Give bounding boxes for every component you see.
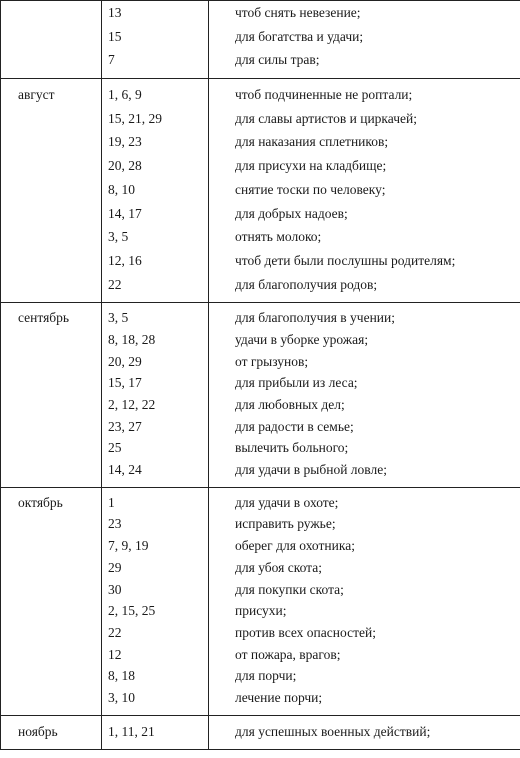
days-item: 15, 17 [108,375,142,391]
month-label: ноябрь [18,723,58,739]
purpose-item: вылечить больного; [235,440,349,456]
purpose-cell [209,83,520,296]
days-cell [102,1,209,73]
days-item: 2, 15, 25 [108,603,156,619]
days-item: 15, 21, 29 [108,110,162,126]
days-item: 3, 10 [108,689,135,705]
purpose-item: отнять молоко; [235,229,322,245]
month-block [1,487,520,715]
month-block [1,715,520,750]
month-label: октябрь [18,494,63,510]
days-item: 8, 18 [108,668,135,684]
days-item: 15 [108,28,122,44]
purpose-cell [209,720,520,744]
purpose-item: удачи в уборке урожая; [235,331,369,347]
table-row [1,492,520,709]
days-item: 20, 28 [108,158,142,174]
days-item: 14, 24 [108,462,142,478]
purpose-item: для убоя скота; [235,559,322,575]
purpose-item: для присухи на кладбище; [235,158,387,174]
purpose-item: от пожара, врагов; [235,646,341,662]
month-label: сентябрь [18,310,70,326]
days-item: 23 [108,516,122,532]
purpose-item: для силы трав; [235,52,320,68]
purpose-cell [209,1,520,73]
days-item: 22 [108,624,122,640]
month-cell [1,307,102,481]
month-cell [1,720,102,744]
days-cell [102,83,209,296]
days-item: 7 [108,52,115,68]
days-item: 14, 17 [108,205,142,221]
days-item: 8, 10 [108,181,135,197]
month-cell [1,83,102,296]
purpose-item: от грызунов; [235,353,309,369]
days-item: 29 [108,559,122,575]
days-item: 12, 16 [108,252,142,268]
days-item: 20, 29 [108,353,142,369]
days-item: 2, 12, 22 [108,397,156,412]
table-row [1,720,520,744]
purpose-item: для радости в семье; [235,418,354,434]
days-item: 19, 23 [108,134,142,150]
purpose-item: для удачи в охоте; [235,494,339,510]
days-item: 8, 18, 28 [108,331,156,347]
days-item: 22 [108,276,122,292]
days-item: 1, 6, 9 [108,87,142,103]
month-cell [1,1,102,73]
days-item: 12 [108,646,122,662]
purpose-item: для любовных дел; [235,397,345,412]
purpose-item: чтоб дети были послушны родителям; [235,252,456,268]
purpose-item: чтоб подчиненные не роптали; [235,87,413,103]
purpose-item: для добрых надоев; [235,205,348,221]
days-item: 1 [108,494,115,510]
purpose-item: для покупки скота; [235,581,344,597]
purpose-item: для порчи; [235,668,297,684]
table-row [1,307,520,481]
month-label: август [18,87,55,103]
days-item: 30 [108,581,122,597]
purpose-item: оберег для охотника; [235,538,355,554]
purpose-item: лечение порчи; [235,689,323,705]
purpose-item: снятие тоски по человеку; [235,181,386,197]
purpose-item: для успешных военных действий; [235,723,431,739]
days-item: 1, 11, 21 [108,723,155,739]
days-item: 7, 9, 19 [108,538,149,554]
purpose-item: для удачи в рыбной ловле; [235,462,387,478]
days-item: 23, 27 [108,418,142,434]
month-block [1,79,520,303]
table-row [1,83,520,296]
purpose-item: чтоб снять невезение; [235,5,361,20]
purpose-item: для наказания сплетников; [235,134,389,150]
days-item: 25 [108,440,122,456]
days-item: 13 [108,5,122,20]
table-row [1,1,520,73]
days-cell [102,307,209,481]
month-block [1,303,520,488]
days-cell [102,720,209,744]
days-item: 3, 5 [108,310,129,326]
purpose-item: для благополучия родов; [235,276,378,292]
days-item: 3, 5 [108,229,129,245]
purpose-item: исправить ружье; [235,516,336,532]
purpose-item: присухи; [235,603,287,619]
purpose-cell [209,492,520,709]
month-cell [1,492,102,709]
days-cell [102,492,209,709]
purpose-cell [209,307,520,481]
purpose-item: для прибыли из леса; [235,375,358,391]
purpose-item: для славы артистов и циркачей; [235,110,417,126]
purpose-item: для богатства и удачи; [235,28,364,44]
purpose-item: против всех опасностей; [235,624,376,640]
month-block [1,1,520,79]
purpose-item: для благополучия в учении; [235,310,395,326]
